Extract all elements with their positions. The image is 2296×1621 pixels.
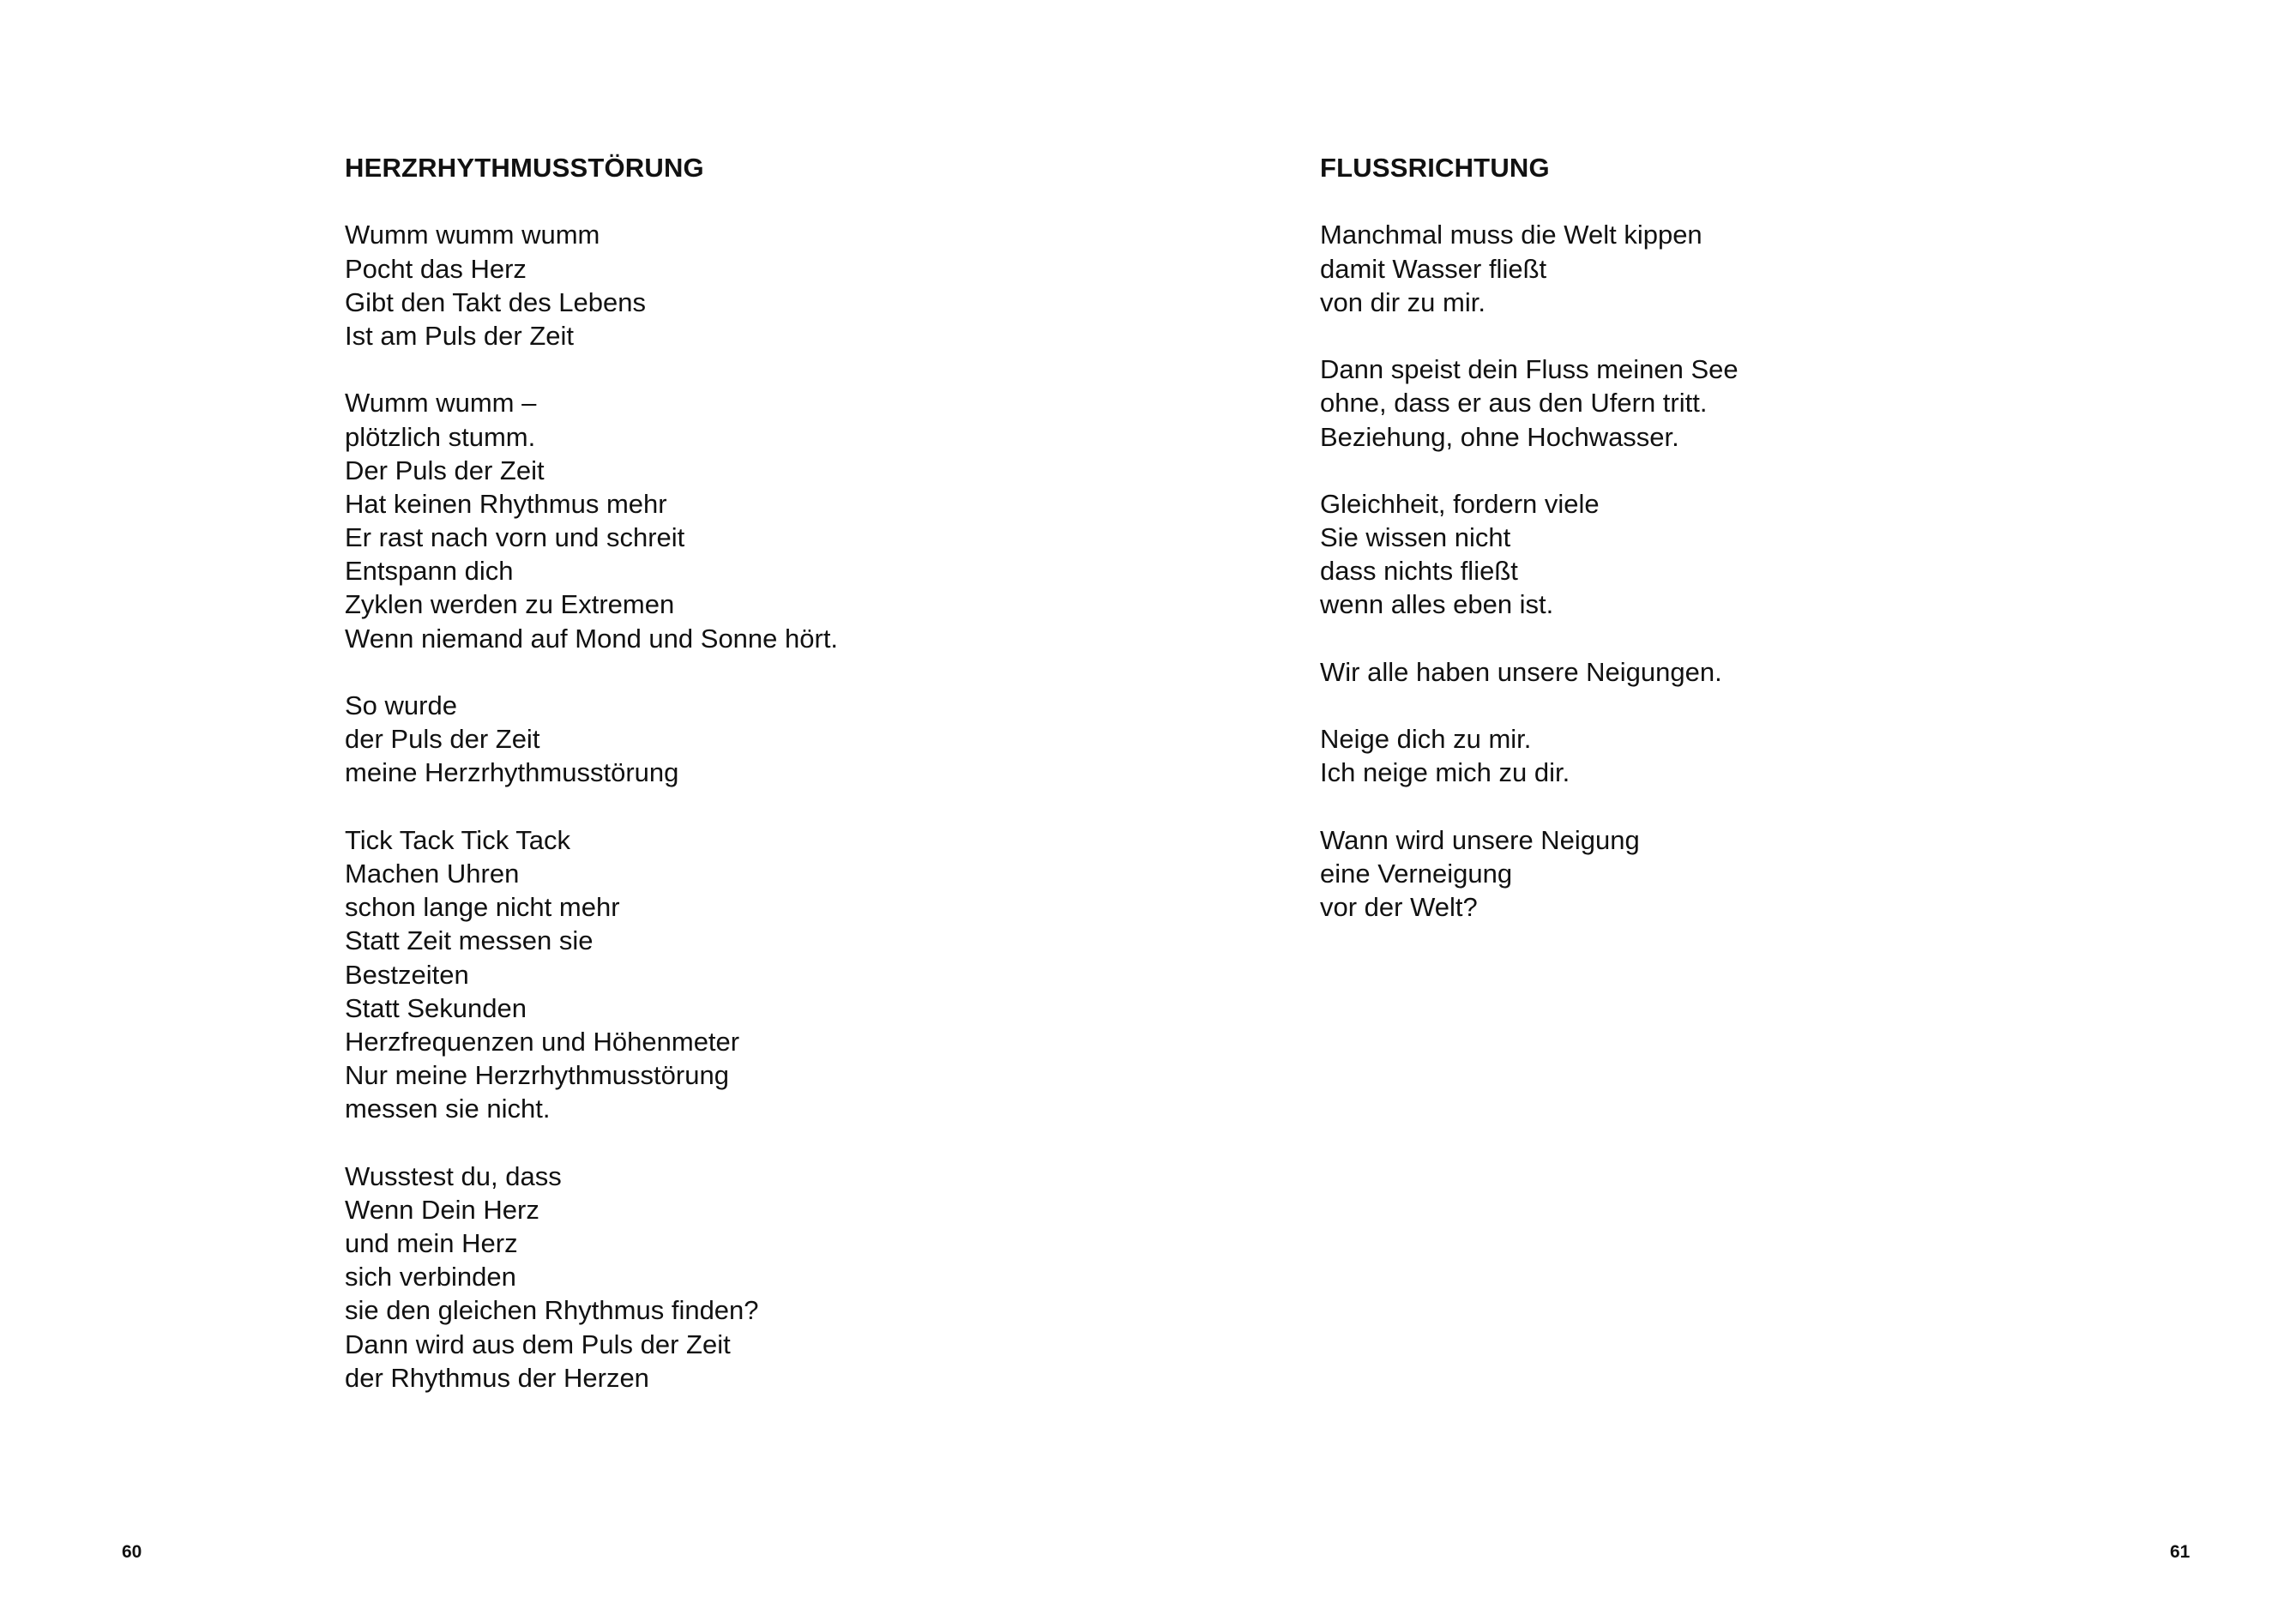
poem-line: Wumm wumm wumm [345, 220, 600, 250]
poem-line: Tick Tack Tick Tack [345, 824, 570, 855]
poem-line: Ich neige mich zu dir. [1320, 757, 1570, 788]
poem-line: Zyklen werden zu Extremen [345, 589, 675, 620]
poem-line: Wann wird unsere Neigung [1320, 824, 1640, 855]
poem-line: Wenn Dein Herz [345, 1194, 539, 1225]
poem-line: ohne, dass er aus den Ufern tritt. [1320, 388, 1708, 419]
poem-line: Pocht das Herz [345, 253, 527, 284]
poem-line: Er rast nach vorn und schreit [345, 522, 685, 553]
page-number: 61 [2170, 1542, 2191, 1562]
poem-line: Gleichheit, fordern viele [1320, 488, 1600, 519]
poem-line: messen sie nicht. [345, 1094, 551, 1124]
poem-body [1320, 218, 1739, 924]
poem-line: So wurde [345, 690, 457, 721]
poem-line: Wusstest du, dass [345, 1160, 562, 1191]
poem-line: eine Verneigung [1320, 858, 1513, 889]
poem-line: Statt Zeit messen sie [345, 925, 594, 956]
poem-line: schon lange nicht mehr [345, 892, 620, 923]
poem-line: Dann speist dein Fluss meinen See [1320, 354, 1739, 385]
poem-title: HERZRHYTHMUSSTÖRUNG [345, 153, 704, 183]
poem-line: dass nichts fließt [1320, 556, 1518, 587]
poem-line: sich verbinden [345, 1262, 516, 1293]
poem-line: damit Wasser fließt [1320, 253, 1547, 284]
stanza [1320, 353, 1739, 454]
poem-line: und mein Herz [345, 1228, 518, 1259]
poem-line: Der Puls der Zeit [345, 455, 545, 485]
poem-line: der Puls der Zeit [345, 724, 540, 755]
page-number: 60 [122, 1542, 142, 1562]
poem-flussrichtung [1320, 151, 1739, 958]
poem-line: wenn alles eben ist. [1320, 589, 1554, 620]
stanza [345, 1160, 838, 1395]
poem-line: Machen Uhren [345, 858, 520, 889]
stanza [1320, 487, 1739, 622]
poem-line: Gibt den Takt des Lebens [345, 286, 647, 317]
poem-line: Ist am Puls der Zeit [345, 320, 575, 351]
poem-line: Hat keinen Rhythmus mehr [345, 488, 667, 519]
poem-line: Herzfrequenzen und Höhenmeter [345, 1026, 740, 1057]
poem-line: Sie wissen nicht [1320, 522, 1511, 553]
stanza [1320, 655, 1739, 689]
stanza [1320, 722, 1739, 789]
poem-line: Dann wird aus dem Puls der Zeit [345, 1329, 731, 1359]
poem-line: der Rhythmus der Herzen [345, 1362, 649, 1393]
poem-line: Manchmal muss die Welt kippen [1320, 220, 1702, 250]
stanza [345, 218, 838, 353]
poem-title: FLUSSRICHTUNG [1320, 153, 1550, 183]
stanza [345, 823, 838, 1126]
poem-line: von dir zu mir. [1320, 286, 1485, 317]
stanza [1320, 218, 1739, 319]
right-page [1148, 0, 2296, 1621]
poem-body [345, 218, 838, 1395]
stanza [1320, 823, 1739, 925]
stanza [345, 689, 838, 790]
poem-line: Statt Sekunden [345, 992, 527, 1023]
poem-line: sie den gleichen Rhythmus finden? [345, 1295, 759, 1326]
poem-line: Wir alle haben unsere Neigungen. [1320, 656, 1722, 687]
poem-herzrhythmusstoerung [345, 151, 838, 1428]
poem-line: Wenn niemand auf Mond und Sonne hört. [345, 623, 839, 654]
poem-line: meine Herzrhythmusstörung [345, 757, 679, 788]
stanza [345, 386, 838, 655]
poem-line: Wumm wumm – [345, 388, 537, 419]
poem-line: vor der Welt? [1320, 892, 1478, 923]
poem-line: Nur meine Herzrhythmusstörung [345, 1060, 729, 1091]
poem-line: Neige dich zu mir. [1320, 724, 1532, 755]
poem-line: Bestzeiten [345, 959, 469, 990]
poem-line: Entspann dich [345, 556, 514, 587]
poem-line: Beziehung, ohne Hochwasser. [1320, 421, 1679, 452]
poem-line: plötzlich stumm. [345, 421, 536, 452]
